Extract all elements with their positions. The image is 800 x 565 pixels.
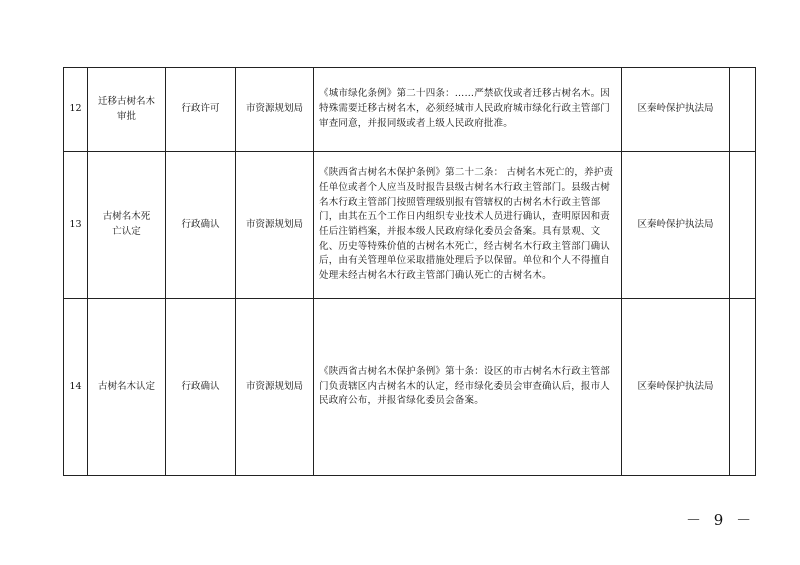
item-table [63, 67, 756, 476]
table-row [64, 152, 756, 299]
row-number: 12 [64, 68, 88, 152]
remark [730, 299, 756, 476]
table-row [64, 68, 756, 152]
exec-body: 区秦岭保护执法局 [622, 68, 730, 152]
exec-body: 区秦岭保护执法局 [622, 152, 730, 299]
table-row [64, 299, 756, 476]
item-name [88, 68, 166, 152]
department: 市资源规划局 [236, 68, 314, 152]
item-name-text: 古树名木死亡认定 [102, 211, 151, 237]
legal-basis: 《陕西省古树名木保护条例》第二十二条： 古树名木死亡的，养护责任单位或者个人应当及时报告县级古树名木行政主管部门。县级古树名木行政主管部门按照管理级别报有管辖权的古树名木行政主管部门，由其在五个工作日内组织专业技术人员进行确认，查明原因和责任后注销档案，并报本级人民政府绿化委员会备案。具有景观、文化、历史等特殊价值的古树名木死亡，经古树名木行政主管部门确认后，由有关管理单位采取措施处理后予以保留。单位和个人不得擅自处理未经古树名木行政主管部门确认死亡的古树名木。 [314, 152, 622, 299]
legal-basis: 《城市绿化条例》第二十四条：……严禁砍伐或者迁移古树名木。因特殊需要迁移古树名木，必须经城市人民政府城市绿化行政主管部门审查同意，并报同级或者上级人民政府批准。 [314, 68, 622, 152]
item-name: 古树名木认定 [88, 299, 166, 476]
item-type: 行政确认 [166, 152, 236, 299]
row-number: 14 [64, 299, 88, 476]
item-name-text: 迁移古树名木审批 [97, 95, 155, 122]
department: 市资源规划局 [236, 152, 314, 299]
row-number: 13 [64, 152, 88, 299]
item-type: 行政确认 [166, 299, 236, 476]
department: 市资源规划局 [236, 299, 314, 476]
page-number: － 9 － [686, 511, 756, 529]
item-name [88, 152, 166, 299]
item-type: 行政许可 [166, 68, 236, 152]
legal-basis: 《陕西省古树名木保护条例》第十条：设区的市古树名木行政主管部门负责辖区内古树名木的认定，经市绿化委员会审查确认后，报市人民政府公布，并报省绿化委员会备案。 [314, 299, 622, 476]
remark [730, 152, 756, 299]
exec-body: 区秦岭保护执法局 [622, 299, 730, 476]
remark [730, 68, 756, 152]
